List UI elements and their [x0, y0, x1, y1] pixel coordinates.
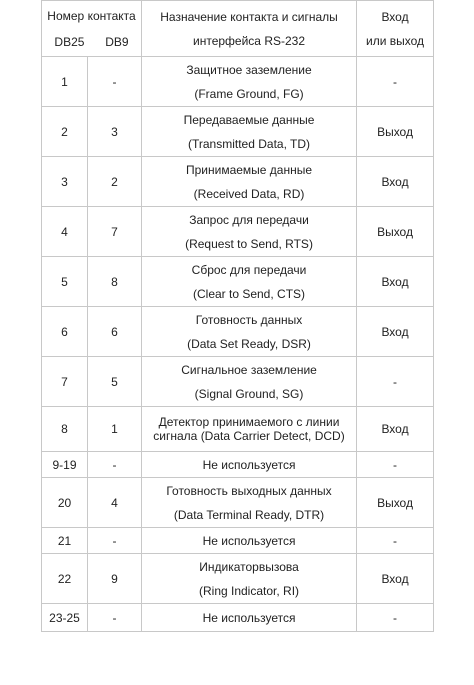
description-line2: (Signal Ground, SG)	[194, 386, 304, 401]
db25-cell: 20	[42, 478, 88, 528]
direction-cell: -	[357, 57, 434, 107]
db9-cell: 9	[88, 554, 142, 604]
description-line2: (Data Set Ready, DSR)	[187, 336, 311, 351]
description-cell: Не используется	[142, 604, 357, 632]
description-cell	[142, 357, 357, 407]
table-row	[42, 357, 434, 407]
description-line1: Сигнальное заземление	[181, 362, 317, 377]
table-row	[42, 207, 434, 257]
direction-cell: -	[357, 528, 434, 554]
db9-cell: 7	[88, 207, 142, 257]
db25-header: DB25	[54, 34, 85, 49]
db9-cell: 5	[88, 357, 142, 407]
db25-cell: 1	[42, 57, 88, 107]
direction-cell: Выход	[357, 207, 434, 257]
description-cell	[142, 207, 357, 257]
description-line1: Индикаторвызова	[199, 559, 299, 574]
direction-cell: -	[357, 452, 434, 478]
table-row	[42, 478, 434, 528]
db25-cell: 6	[42, 307, 88, 357]
db9-cell: -	[88, 452, 142, 478]
direction-cell: Выход	[357, 107, 434, 157]
description-line2: (Data Terminal Ready, DTR)	[173, 507, 325, 522]
direction-cell: Вход	[357, 407, 434, 452]
direction-header	[357, 1, 434, 57]
description-cell	[142, 307, 357, 357]
description-line2: (Frame Ground, FG)	[194, 86, 304, 101]
direction-cell: Вход	[357, 554, 434, 604]
description-cell	[142, 554, 357, 604]
table-row	[42, 452, 434, 478]
table-row	[42, 107, 434, 157]
description-line1: Передаваемые данные	[183, 112, 315, 127]
db25-cell: 4	[42, 207, 88, 257]
description-line1: Запрос для передачи	[189, 212, 309, 227]
db9-header: DB9	[105, 34, 129, 49]
db25-cell: 5	[42, 257, 88, 307]
description-line2: (Ring Indicator, RI)	[198, 583, 300, 598]
contact-number-label: Номер контакта	[47, 8, 136, 23]
db9-cell: 6	[88, 307, 142, 357]
description-cell	[142, 478, 357, 528]
assignment-header-line1: Назначение контакта и сигналы	[160, 9, 338, 24]
db25-cell: 2	[42, 107, 88, 157]
direction-header-line2: или выход	[366, 33, 425, 48]
description-cell	[142, 57, 357, 107]
description-line2: (Clear to Send, CTS)	[192, 286, 306, 301]
direction-cell: -	[357, 604, 434, 632]
description-line1: Готовность данных	[195, 312, 303, 327]
table-row	[42, 307, 434, 357]
direction-header-line1: Вход	[381, 9, 409, 24]
contact-number-header	[42, 1, 142, 57]
assignment-header-line2: интерфейса RS-232	[193, 33, 305, 48]
description-line1: Защитное заземление	[186, 62, 312, 77]
db9-cell: 1	[88, 407, 142, 452]
db9-cell: 8	[88, 257, 142, 307]
table-row	[42, 528, 434, 554]
description-cell	[142, 107, 357, 157]
table-row	[42, 407, 434, 452]
description-line2: (Transmitted Data, TD)	[188, 136, 311, 151]
db25-cell: 9-19	[42, 452, 88, 478]
db25-cell: 7	[42, 357, 88, 407]
table-row	[42, 57, 434, 107]
db25-cell: 23-25	[42, 604, 88, 632]
description-line1: Принимаемые данные	[185, 162, 313, 177]
direction-cell: Вход	[357, 257, 434, 307]
rs232-pinout-table	[41, 0, 434, 632]
direction-cell: -	[357, 357, 434, 407]
db25-cell: 21	[42, 528, 88, 554]
db9-cell: 3	[88, 107, 142, 157]
description-line1: Готовность выходных данных	[166, 483, 332, 498]
db25-cell: 22	[42, 554, 88, 604]
table-row	[42, 554, 434, 604]
assignment-header	[142, 1, 357, 57]
description-cell: Не используется	[142, 528, 357, 554]
db9-cell: 2	[88, 157, 142, 207]
table-row	[42, 604, 434, 632]
description-cell	[142, 407, 357, 452]
description-cell	[142, 157, 357, 207]
db9-cell: 4	[88, 478, 142, 528]
db9-cell: -	[88, 57, 142, 107]
table-row	[42, 257, 434, 307]
db25-cell: 3	[42, 157, 88, 207]
description-line1: Сброс для передачи	[191, 262, 307, 277]
description-line2: сигнала (Data Carrier Detect, DCD)	[153, 429, 345, 443]
direction-cell: Вход	[357, 307, 434, 357]
description-line2: (Received Data, RD)	[193, 186, 305, 201]
description-cell: Не используется	[142, 452, 357, 478]
db25-cell: 8	[42, 407, 88, 452]
description-line1: Детектор принимаемого с линии	[158, 415, 340, 429]
direction-cell: Выход	[357, 478, 434, 528]
table-row	[42, 157, 434, 207]
direction-cell: Вход	[357, 157, 434, 207]
description-line2: (Request to Send, RTS)	[185, 236, 313, 251]
db9-cell: -	[88, 604, 142, 632]
table-header-row	[42, 1, 434, 57]
db9-cell: -	[88, 528, 142, 554]
description-cell	[142, 257, 357, 307]
